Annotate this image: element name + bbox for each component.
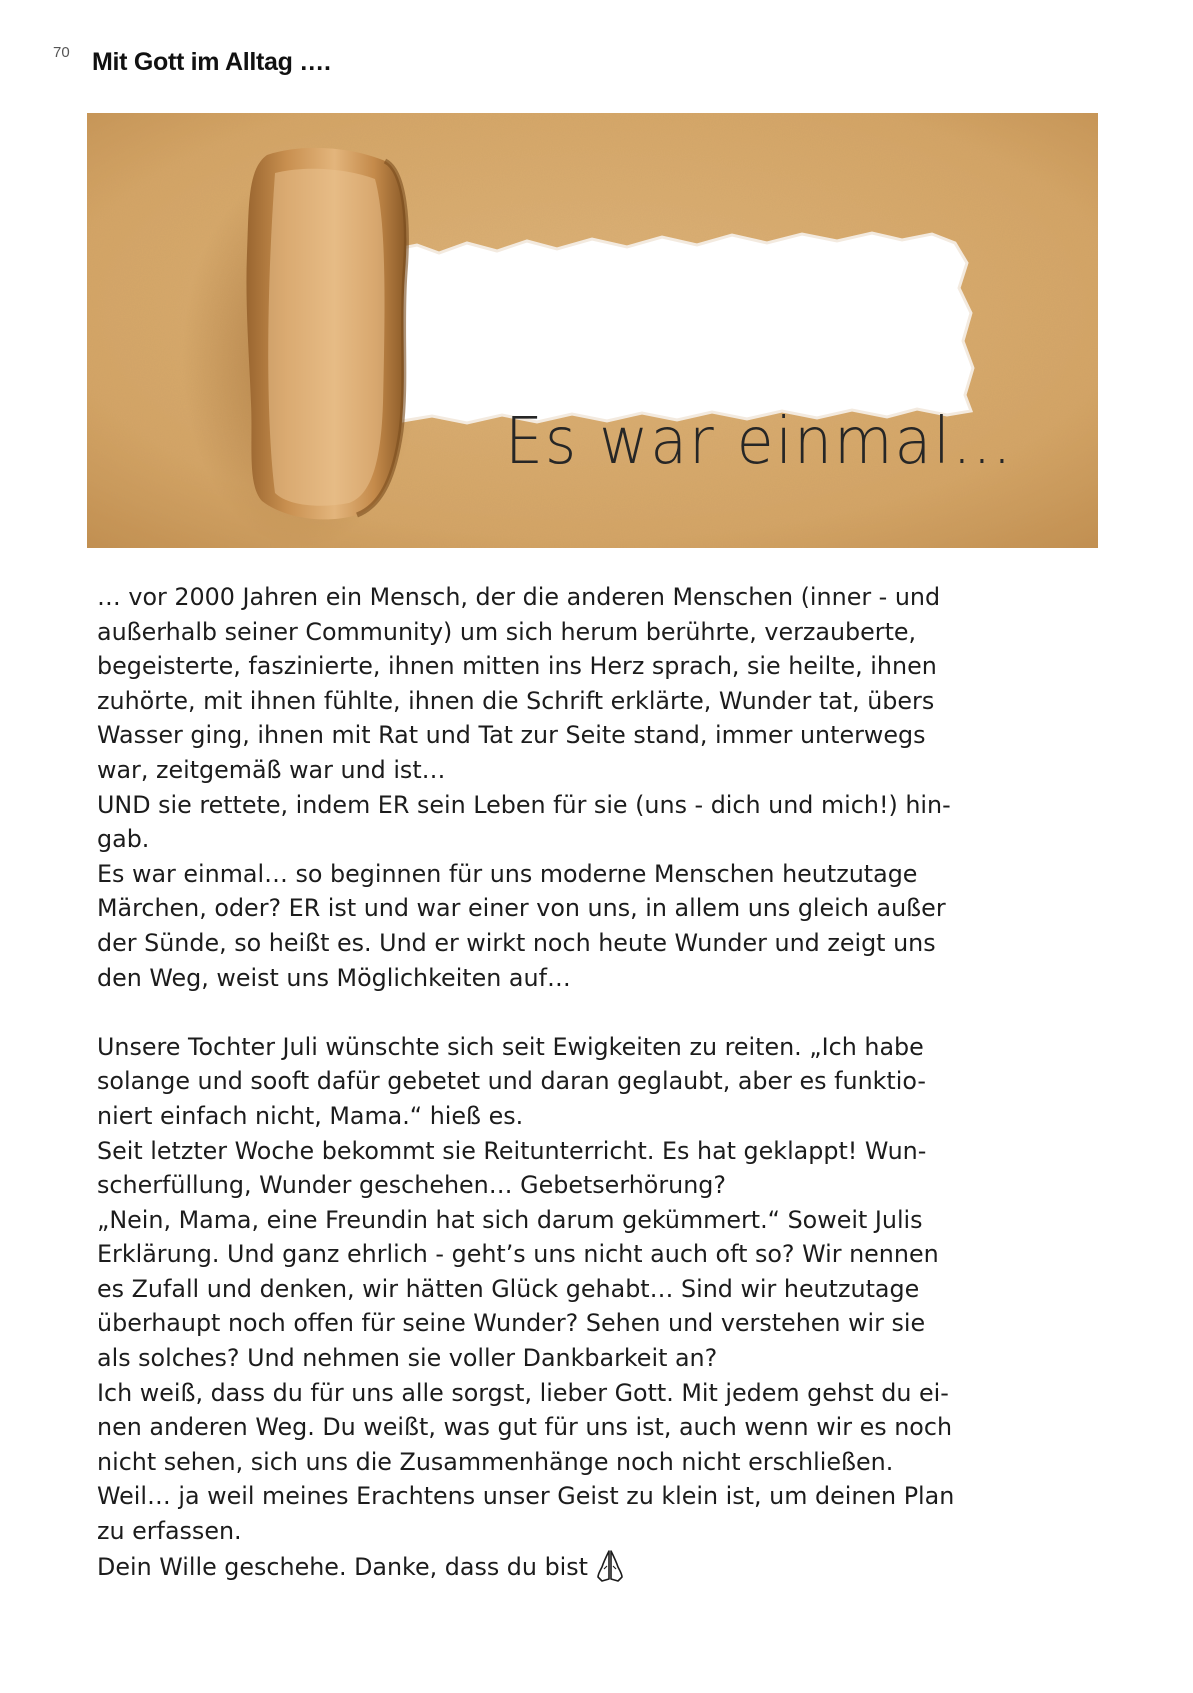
article-line: es Zufall und denken, wir hätten Glück gehabt… Sind wir heutzutage: [97, 1274, 920, 1303]
article-line: zu erfassen.: [97, 1517, 242, 1546]
page-number: 70: [53, 44, 70, 61]
article-line: zuhörte, mit ihnen fühlte, ihnen die Schrift erklärte, Wunder tat, übers: [97, 686, 935, 715]
praying-hands-icon: [596, 1549, 624, 1583]
article-line: niert einfach nicht, Mama.“ hieß es.: [97, 1101, 524, 1130]
article-line: Seit letzter Woche bekommt sie Reitunterricht. Es hat geklappt! Wun-: [97, 1136, 927, 1165]
hero-image: [87, 113, 1098, 548]
article-line: Ich weiß, dass du für uns alle sorgst, lieber Gott. Mit jedem gehst du ei-: [97, 1378, 949, 1407]
article-line: scherfüllung, Wunder geschehen… Gebetserhörung?: [97, 1171, 727, 1200]
article-line: Märchen, oder? ER ist und war einer von uns, in allem uns gleich außer: [97, 894, 946, 923]
article-line: nen anderen Weg. Du weißt, was gut für uns ist, auch wenn wir es noch: [97, 1413, 953, 1442]
article-line: Es war einmal… so beginnen für uns moderne Menschen heutzutage: [97, 859, 918, 888]
article-line: außerhalb seiner Community) um sich herum berührte, verzauberte,: [97, 617, 917, 646]
article-line: Erklärung. Und ganz ehrlich - geht’s uns nicht auch oft so? Wir nennen: [97, 1240, 939, 1269]
article-line: überhaupt noch offen für seine Wunder? Sehen und verstehen wir sie: [97, 1309, 926, 1338]
article-line: als solches? Und nehmen sie voller Dankbarkeit an?: [97, 1344, 718, 1373]
article-line: gab.: [97, 825, 150, 854]
article-closing-line: [97, 1549, 1087, 1584]
page-title: Mit Gott im Alltag ….: [92, 48, 331, 76]
article-line: Unsere Tochter Juli wünschte sich seit Ewigkeiten zu reiten. „Ich habe: [97, 1032, 924, 1061]
article-line: der Sünde, so heißt es. Und er wirkt noch heute Wunder und zeigt uns: [97, 928, 936, 957]
article-line: solange und sooft dafür gebetet und daran geglaubt, aber es funktio-: [97, 1067, 926, 1096]
article-line: … vor 2000 Jahren ein Mensch, der die anderen Menschen (inner - und: [97, 583, 941, 611]
article-line: UND sie rettete, indem ER sein Leben für sie (uns - dich und mich!) hin-: [97, 790, 951, 819]
article-line: Weil… ja weil meines Erachtens unser Geist zu klein ist, um deinen Plan: [97, 1482, 955, 1511]
article-line: den Weg, weist uns Möglichkeiten auf…: [97, 963, 571, 992]
article-body: [97, 580, 1087, 1583]
article-line: Dein Wille geschehe. Danke, dass du bist: [97, 1552, 589, 1581]
article-line: [97, 995, 1087, 1030]
article-line: „Nein, Mama, eine Freundin hat sich darum gekümmert.“ Soweit Julis: [97, 1205, 923, 1234]
torn-paper-image: [87, 113, 1098, 548]
hero-text: Es war einmal…: [505, 405, 1014, 479]
article-line: Wasser ging, ihnen mit Rat und Tat zur Seite stand, immer unterwegs: [97, 721, 926, 750]
article-line: begeisterte, faszinierte, ihnen mitten ins Herz sprach, sie heilte, ihnen: [97, 652, 937, 681]
article-line: war, zeitgemäß war und ist…: [97, 755, 446, 784]
article-line: nicht sehen, sich uns die Zusammenhänge noch nicht erschließen.: [97, 1447, 894, 1476]
